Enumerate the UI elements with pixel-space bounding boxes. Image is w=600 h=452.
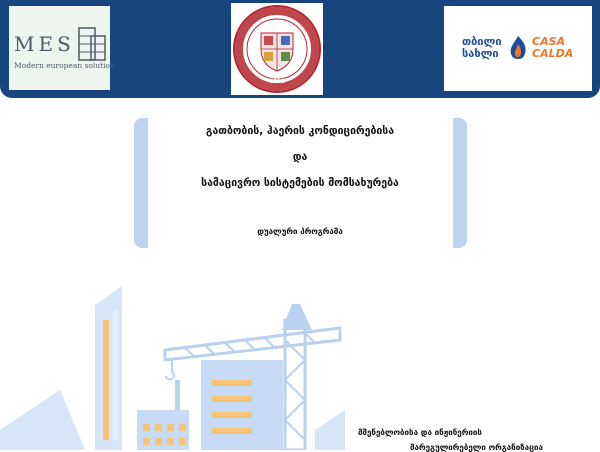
footer-line2: მარეგულირებელი ორგანიზაცია: [410, 443, 543, 452]
college-seal-icon: [231, 3, 323, 95]
construction-illustration: [0, 280, 600, 450]
seal-year: 2018: [269, 78, 285, 85]
title-frame-right: [453, 118, 467, 248]
mes-logo-subtitle: Modern european solution: [14, 61, 115, 70]
casa-calda-latin: CASA CALDA: [532, 35, 574, 60]
mes-logo: [9, 6, 115, 90]
casa-calda-georgian: თბილი სახლი: [462, 35, 502, 60]
document-title-line3: სამაცივრო სისტემების მომსახურება: [201, 177, 399, 189]
document-title-line1: გათბობის, ჰაერის კონდიცირებისა: [205, 125, 395, 137]
casa-calda-logo: [444, 6, 592, 91]
mes-building-icon: [69, 22, 109, 62]
document-title-line2: და: [292, 151, 308, 163]
flame-icon: [508, 36, 528, 62]
footer-line1: მშენებლობისა და ინჟინერიის: [358, 428, 482, 437]
college-seal-logo: [231, 3, 323, 95]
mes-logo-title: MES: [14, 32, 75, 56]
title-frame-left: [134, 118, 148, 248]
program-type: დუალური პროგრამა: [257, 227, 343, 236]
